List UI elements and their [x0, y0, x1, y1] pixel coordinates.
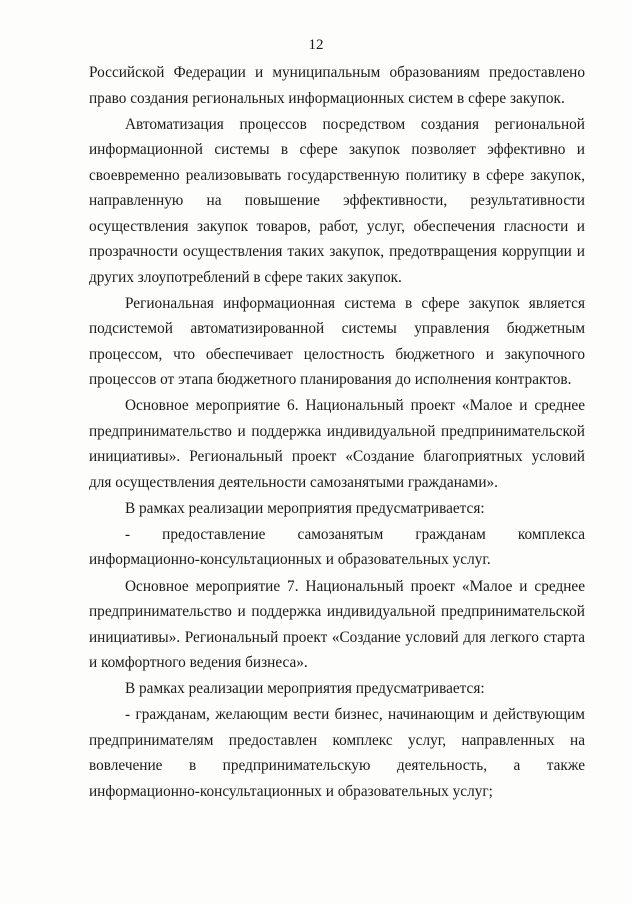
page-number: 12	[308, 37, 324, 53]
paragraph-6: - предоставление самозанятым гражданам комплекса информационно-консультационных и образовательных услуг.	[89, 525, 585, 569]
paragraph-3: Региональная информационная система в сфере закупок является подсистемой автоматизированной системы управления бюджетным процессом, что обеспечивает целостность бюджетного и закупочного процессов от этапа бюджетного планирования до исполнения контрактов.	[89, 294, 585, 389]
paragraph-7: Основное мероприятие 7. Национальный проект «Малое и среднее предпринимательство и поддержка индивидуальной предпринимательской инициативы». Региональный проект «Создание условий для легкого старта и комфортного ведения бизнеса».	[89, 577, 585, 672]
paragraph-1: Российской Федерации и муниципальным образованиям предоставлено право создания региональных информационных систем в сфере закупок.	[89, 64, 585, 107]
paragraph-4: Основное мероприятие 6. Национальный проект «Малое и среднее предпринимательство и поддержка индивидуальной предпринимательской инициативы». Региональный проект «Создание благоприятных условий для осуществления деятельности самозанятыми гражданами».	[89, 397, 585, 491]
document-body	[89, 60, 585, 805]
paragraph-8: В рамках реализации мероприятия предусматривается:	[125, 680, 485, 698]
paragraph-5: В рамках реализации мероприятия предусматривается:	[125, 499, 485, 517]
paragraph-2: Автоматизация процессов посредством создания региональной информационной системы в сфере закупок позволяет эффективно и своевременно реализовывать государственную политику в сфере закупок, направленную на повышение эффективности, результативности осуществления закупок товаров, работ, услуг, обеспечения гласности и прозрачности осуществления таких закупок, предотвращения коррупции и других злоупотреблений в сфере таких закупок.	[89, 115, 585, 286]
paragraph-9: - гражданам, желающим вести бизнес, начинающим и действующим предпринимателям предоставлен комплекс услуг, направленных на вовлечение в предпринимательскую деятельность, а также информационно-консультационных и образовательных услуг;	[89, 706, 585, 800]
